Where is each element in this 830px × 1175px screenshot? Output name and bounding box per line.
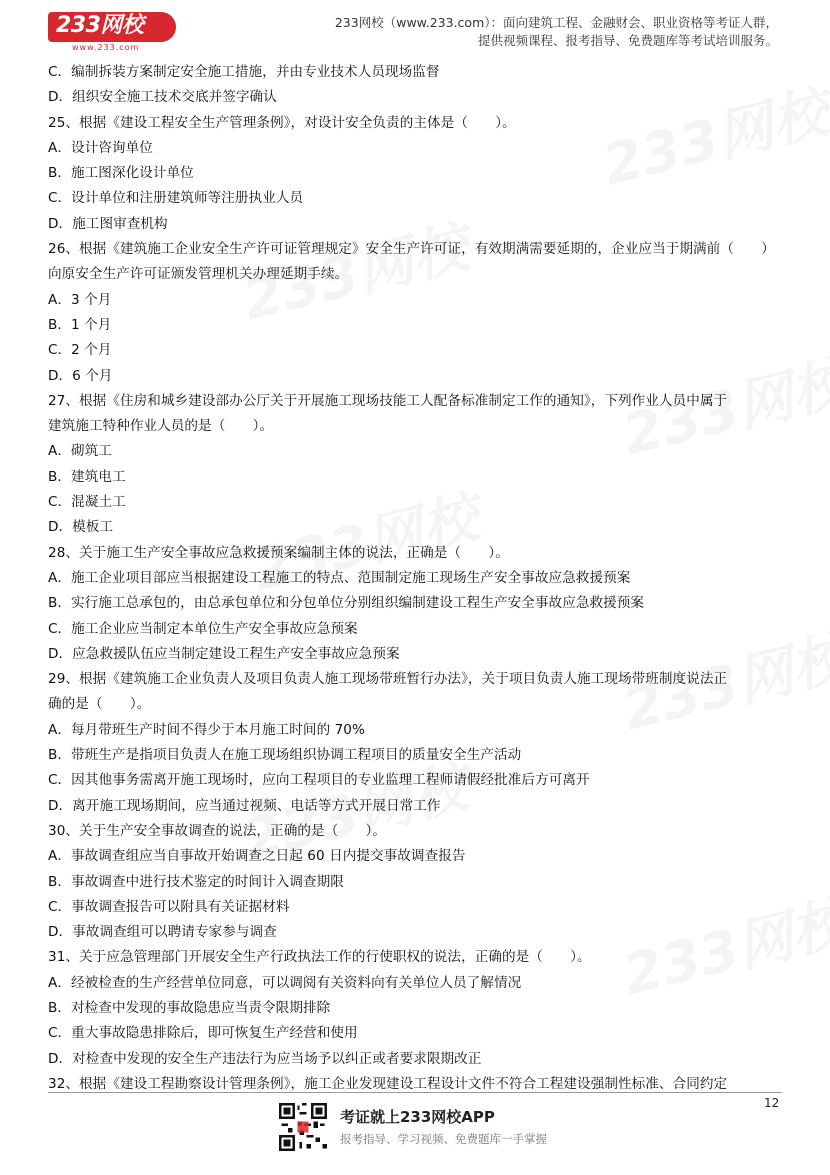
text-line: C．混凝土工: [48, 494, 126, 511]
logo-url: www.233.com: [72, 43, 140, 52]
text-line: C．施工企业应当制定本单位生产安全事故应急预案: [48, 620, 358, 637]
text-line: B．对检查中发现的事故隐患应当责令限期排除: [48, 999, 331, 1016]
text-line: B．建筑电工: [48, 468, 126, 485]
header-info: [335, 14, 778, 50]
page-header: [0, 0, 830, 58]
text-line: A．设计咨询单位: [48, 139, 153, 156]
text-line: D．应急救援队伍应当制定建设工程生产安全事故应急预案: [48, 645, 400, 662]
header-info-line: 提供视频课程、报考指导、免费题库等考试培训服务。: [477, 33, 778, 48]
text-line: D．施工图审查机构: [48, 215, 168, 232]
text-line: A．经被检查的生产经营单位同意，可以调阅有关资料向有关单位人员了解情况: [48, 974, 522, 991]
text-line: C．编制拆装方案制定安全施工措施，并由专业技术人员现场监督: [48, 64, 440, 80]
text-line: B．实行施工总承包的，由总承包单位和分包单位分别组织编制建设工程生产安全事故应急救援预案: [48, 595, 645, 612]
question-line: 32、根据《建设工程勘察设计管理条例》，施工企业发现建设工程设计文件不符合工程建设强制性标准、合同约定: [48, 1075, 728, 1092]
question-line: 27、根据《住房和城乡建设部办公厅关于开展施工现场技能工人配备标准制定工作的通知》，下列作业人员中属于: [48, 392, 728, 409]
text-line: D．离开施工现场期间，应当通过视频、电话等方式开展日常工作: [48, 797, 441, 814]
text-line: B．施工图深化设计单位: [48, 165, 194, 182]
text-line: 建筑施工特种作业人员的是（ ）。: [48, 418, 274, 435]
text-line: A．事故调查组应当自事故开始调查之日起 60 日内提交事故调查报告: [48, 848, 466, 865]
header-info-line: 233网校（www.233.com）：面向建筑工程、金融财会、职业资格等考证人群，: [334, 15, 778, 30]
logo-text: 233网校: [56, 13, 144, 38]
document-body: [48, 60, 788, 1097]
text-line: D．事故调查组可以聘请专家参与调查: [48, 924, 277, 941]
text-line: D．模板工: [48, 519, 114, 536]
text-line: 确的是（ ）。: [48, 696, 151, 713]
question-line: 26、根据《建筑施工企业安全生产许可证管理规定》安全生产许可证，有效期满需要延期的，企业应当于期满前（ ）: [48, 241, 775, 258]
footer-divider: [48, 1092, 782, 1093]
app-promo-title: 考证就上233网校APP: [340, 1108, 495, 1126]
question-line: 31、关于应急管理部门开展安全生产行政执法工作的行使职权的说法，正确的是（ ）。: [48, 949, 591, 966]
question-line: 25、根据《建设工程安全生产管理条例》，对设计安全负责的主体是（ ）。: [48, 114, 516, 131]
text-line: B．1 个月: [48, 316, 112, 333]
text-line: A．施工企业项目部应当根据建设工程施工的特点、范围制定施工现场生产安全事故应急救援预案: [48, 569, 631, 586]
text-line: 向原安全生产许可证颁发管理机关办理延期手续。: [48, 266, 349, 283]
logo: [48, 12, 188, 50]
app-promo-subtitle: 报考指导、学习视频、免费题库一手掌握: [340, 1132, 547, 1146]
text-line: B．带班生产是指项目负责人在施工现场组织协调工程项目的质量安全生产活动: [48, 747, 522, 764]
text-line: C．因其他事务需离开施工现场时，应向工程项目的专业监理工程师请假经批准后方可离开: [48, 772, 590, 789]
text-line: C．2 个月: [48, 342, 112, 359]
question-line: 29、根据《建筑施工企业负责人及项目负责人施工现场带班暂行办法》，关于项目负责人施工现场带班制度说法正: [48, 671, 728, 688]
text-line: D．6 个月: [48, 367, 113, 384]
page-number: 12: [764, 1096, 780, 1110]
question-line: 28、关于施工生产安全事故应急救援预案编制主体的说法，正确是（ ）。: [48, 544, 509, 561]
text-line: A．3 个月: [48, 291, 112, 308]
text-line: C．事故调查报告可以附具有关证据材料: [48, 898, 290, 915]
text-line: C．重大事故隐患排除后，即可恢复生产经营和使用: [48, 1025, 358, 1042]
text-line: A．每月带班生产时间不得少于本月施工时间的 70%: [48, 721, 365, 738]
qr-code-icon: [279, 1103, 327, 1151]
text-line: C．设计单位和注册建筑师等注册执业人员: [48, 190, 304, 207]
text-line: D．对检查中发现的安全生产违法行为应当场予以纠正或者要求限期改正: [48, 1050, 482, 1067]
question-line: 30、关于生产安全事故调查的说法，正确的是（ ）。: [48, 822, 387, 839]
text-line: B．事故调查中进行技术鉴定的时间计入调查期限: [48, 873, 344, 890]
text-line: D．组织安全施工技术交底并签字确认: [48, 89, 277, 106]
text-line: A．砌筑工: [48, 443, 112, 460]
